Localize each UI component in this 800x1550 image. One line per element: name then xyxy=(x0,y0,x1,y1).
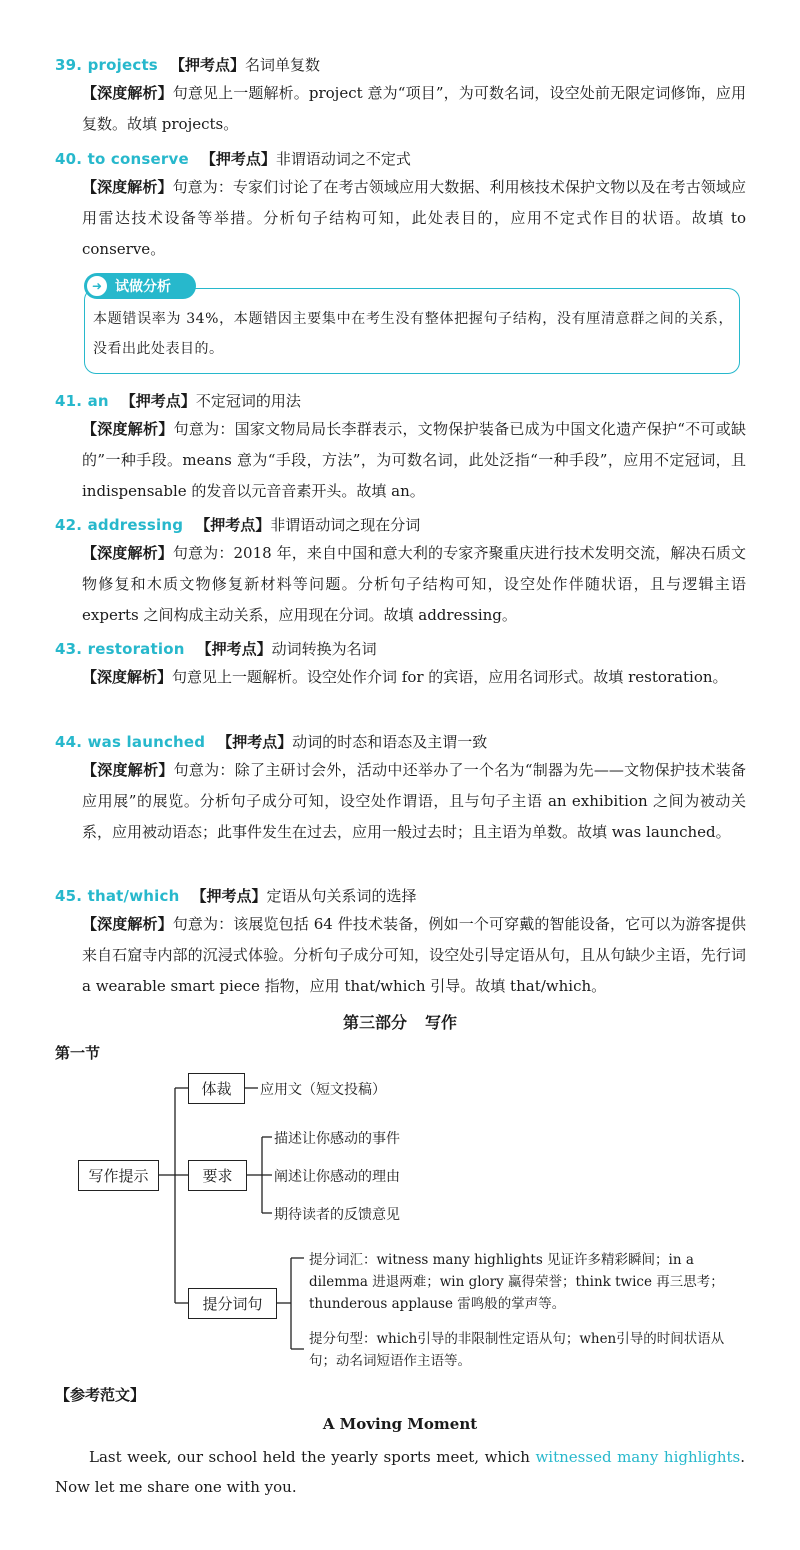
analysis-tag: 【深度解析】 xyxy=(82,84,173,102)
analysis-tag: 【深度解析】 xyxy=(82,668,173,686)
key-point-label: 【押考点】 xyxy=(191,887,267,905)
essay-body xyxy=(55,1442,745,1502)
diagram-requirement-3: 期待读者的反馈意见 xyxy=(274,1207,400,1223)
diagram-points-words: 提分词汇：witness many highlights 见证许多精彩瞬间；in a dilemma 进退两难；win glory 赢得荣誉；think twice 再三思考；thunderous applause 雷鸣般的掌声等。 xyxy=(309,1252,724,1312)
part-number: 第三部分 xyxy=(342,1013,407,1032)
analysis-text: 句意为：专家们讨论了在考古领域应用大数据、利用核技术保护文物以及在考古领域应用雷达技术设备等举措。分析句子结构可知，此处表目的，应用不定式作目的状语。故填 to conserve。 xyxy=(82,178,746,258)
key-point-label: 【押考点】 xyxy=(196,640,272,658)
diagram-requirement-1: 描述让你感动的事件 xyxy=(274,1131,400,1147)
part-name: 写作 xyxy=(425,1013,458,1032)
diagram-root: 写作提示 xyxy=(78,1160,159,1191)
section-label: 第一节 xyxy=(55,1044,101,1062)
try-analysis-text: 本题错误率为 34%，本题错因主要集中在考生没有整体把握句子结构，没有厘清意群之间的关系，没看出此处表目的。 xyxy=(93,311,733,357)
key-point-label: 【押考点】 xyxy=(169,56,245,74)
answer: 45. that/which xyxy=(55,887,180,905)
analysis-text: 句意为：该展览包括 64 件技术装备，例如一个可穿戴的智能设备，它可以为游客提供来自石窟寺内部的沉浸式体验。分析句子成分可知，设空处引导定语从句，且从句缺少主语，先行词 a wearable smart piece 指物，应用 that/which 引导。故填 that/which。 xyxy=(82,915,746,995)
essay-title: A Moving Moment xyxy=(322,1415,478,1433)
diagram-requirement-2: 阐述让你感动的理由 xyxy=(274,1169,400,1185)
key-point-text: 名词单复数 xyxy=(244,56,320,74)
analysis-text: 句意为：2018 年，来自中国和意大利的专家齐聚重庆进行技术发明交流，解决石质文物修复和木质文物修复新材料等问题。分析句子结构可知，设空处作伴随状语，且与逻辑主语 experts 之间构成主动关系，应用现在分词。故填 addressing。 xyxy=(82,544,746,624)
diagram-points-sentences: 提分句型：which引导的非限制性定语从句；when引导的时间状语从句；动名词短语作主语等。 xyxy=(309,1331,725,1369)
analysis-text: 句意见上一题解析。设空处作介词 for 的宾语，应用名词形式。故填 restoration。 xyxy=(172,668,728,686)
analysis-text: 句意为：国家文物局局长李群表示，文物保护装备已成为中国文化遗产保护“不可或缺的”一种手段。means 意为“手段，方法”，为可数名词，此处泛指“一种手段”，应用不定冠词，且 indispensable 的发音以元音音素开头。故填 an。 xyxy=(82,420,746,500)
answer: 40. to conserve xyxy=(55,150,189,168)
key-point-text: 动词转换为名词 xyxy=(271,640,377,658)
answer: 39. projects xyxy=(55,56,158,74)
analysis-tag: 【深度解析】 xyxy=(82,915,173,933)
diagram-points-node: 提分词句 xyxy=(188,1288,277,1319)
try-analysis-title: 试做分析 xyxy=(115,279,171,295)
analysis-tag: 【深度解析】 xyxy=(82,178,173,196)
key-point-label: 【押考点】 xyxy=(217,733,293,751)
arrow-right-icon: ➜ xyxy=(85,274,109,298)
analysis-tag: 【深度解析】 xyxy=(82,761,174,779)
key-point-text: 非谓语动词之现在分词 xyxy=(270,516,421,534)
key-point-label: 【押考点】 xyxy=(120,392,196,410)
diagram-requirements-node: 要求 xyxy=(188,1160,247,1191)
essay-text-2: . Now let me share one with you. xyxy=(55,1448,745,1496)
key-point-label: 【押考点】 xyxy=(195,516,271,534)
key-point-text: 非谓语动词之不定式 xyxy=(275,150,411,168)
answer: 41. an xyxy=(55,392,109,410)
reference-label: 【参考范文】 xyxy=(55,1386,146,1404)
answer: 42. addressing xyxy=(55,516,184,534)
answer: 44. was launched xyxy=(55,733,206,751)
answer: 43. restoration xyxy=(55,640,185,658)
key-point-text: 动词的时态和语态及主谓一致 xyxy=(292,733,488,751)
analysis-tag: 【深度解析】 xyxy=(82,420,174,438)
key-point-label: 【押考点】 xyxy=(200,150,276,168)
diagram-genre-value: 应用文（短文投稿） xyxy=(260,1082,386,1098)
key-point-text: 不定冠词的用法 xyxy=(195,392,301,410)
essay-text-1: Last week, our school held the yearly sports meet, which xyxy=(89,1448,536,1466)
key-point-text: 定语从句关系词的选择 xyxy=(266,887,417,905)
diagram-genre-node: 体裁 xyxy=(188,1073,245,1104)
analysis-text: 句意为：除了主研讨会外，活动中还举办了一个名为“制器为先——文物保护技术装备应用展”的展览。分析句子成分可知，设空处作谓语，且与句子主语 an exhibition 之间为被动关系，应用被动语态；此事件发生在过去，应用一般过去时；且主语为单数。故填 was launched。 xyxy=(82,761,746,841)
essay-highlight: witnessed many highlights xyxy=(535,1448,741,1466)
analysis-tag: 【深度解析】 xyxy=(82,544,173,562)
analysis-text: 句意见上一题解析。project 意为“项目”，为可数名词，设空处前无限定词修饰，应用复数。故填 projects。 xyxy=(82,84,746,133)
